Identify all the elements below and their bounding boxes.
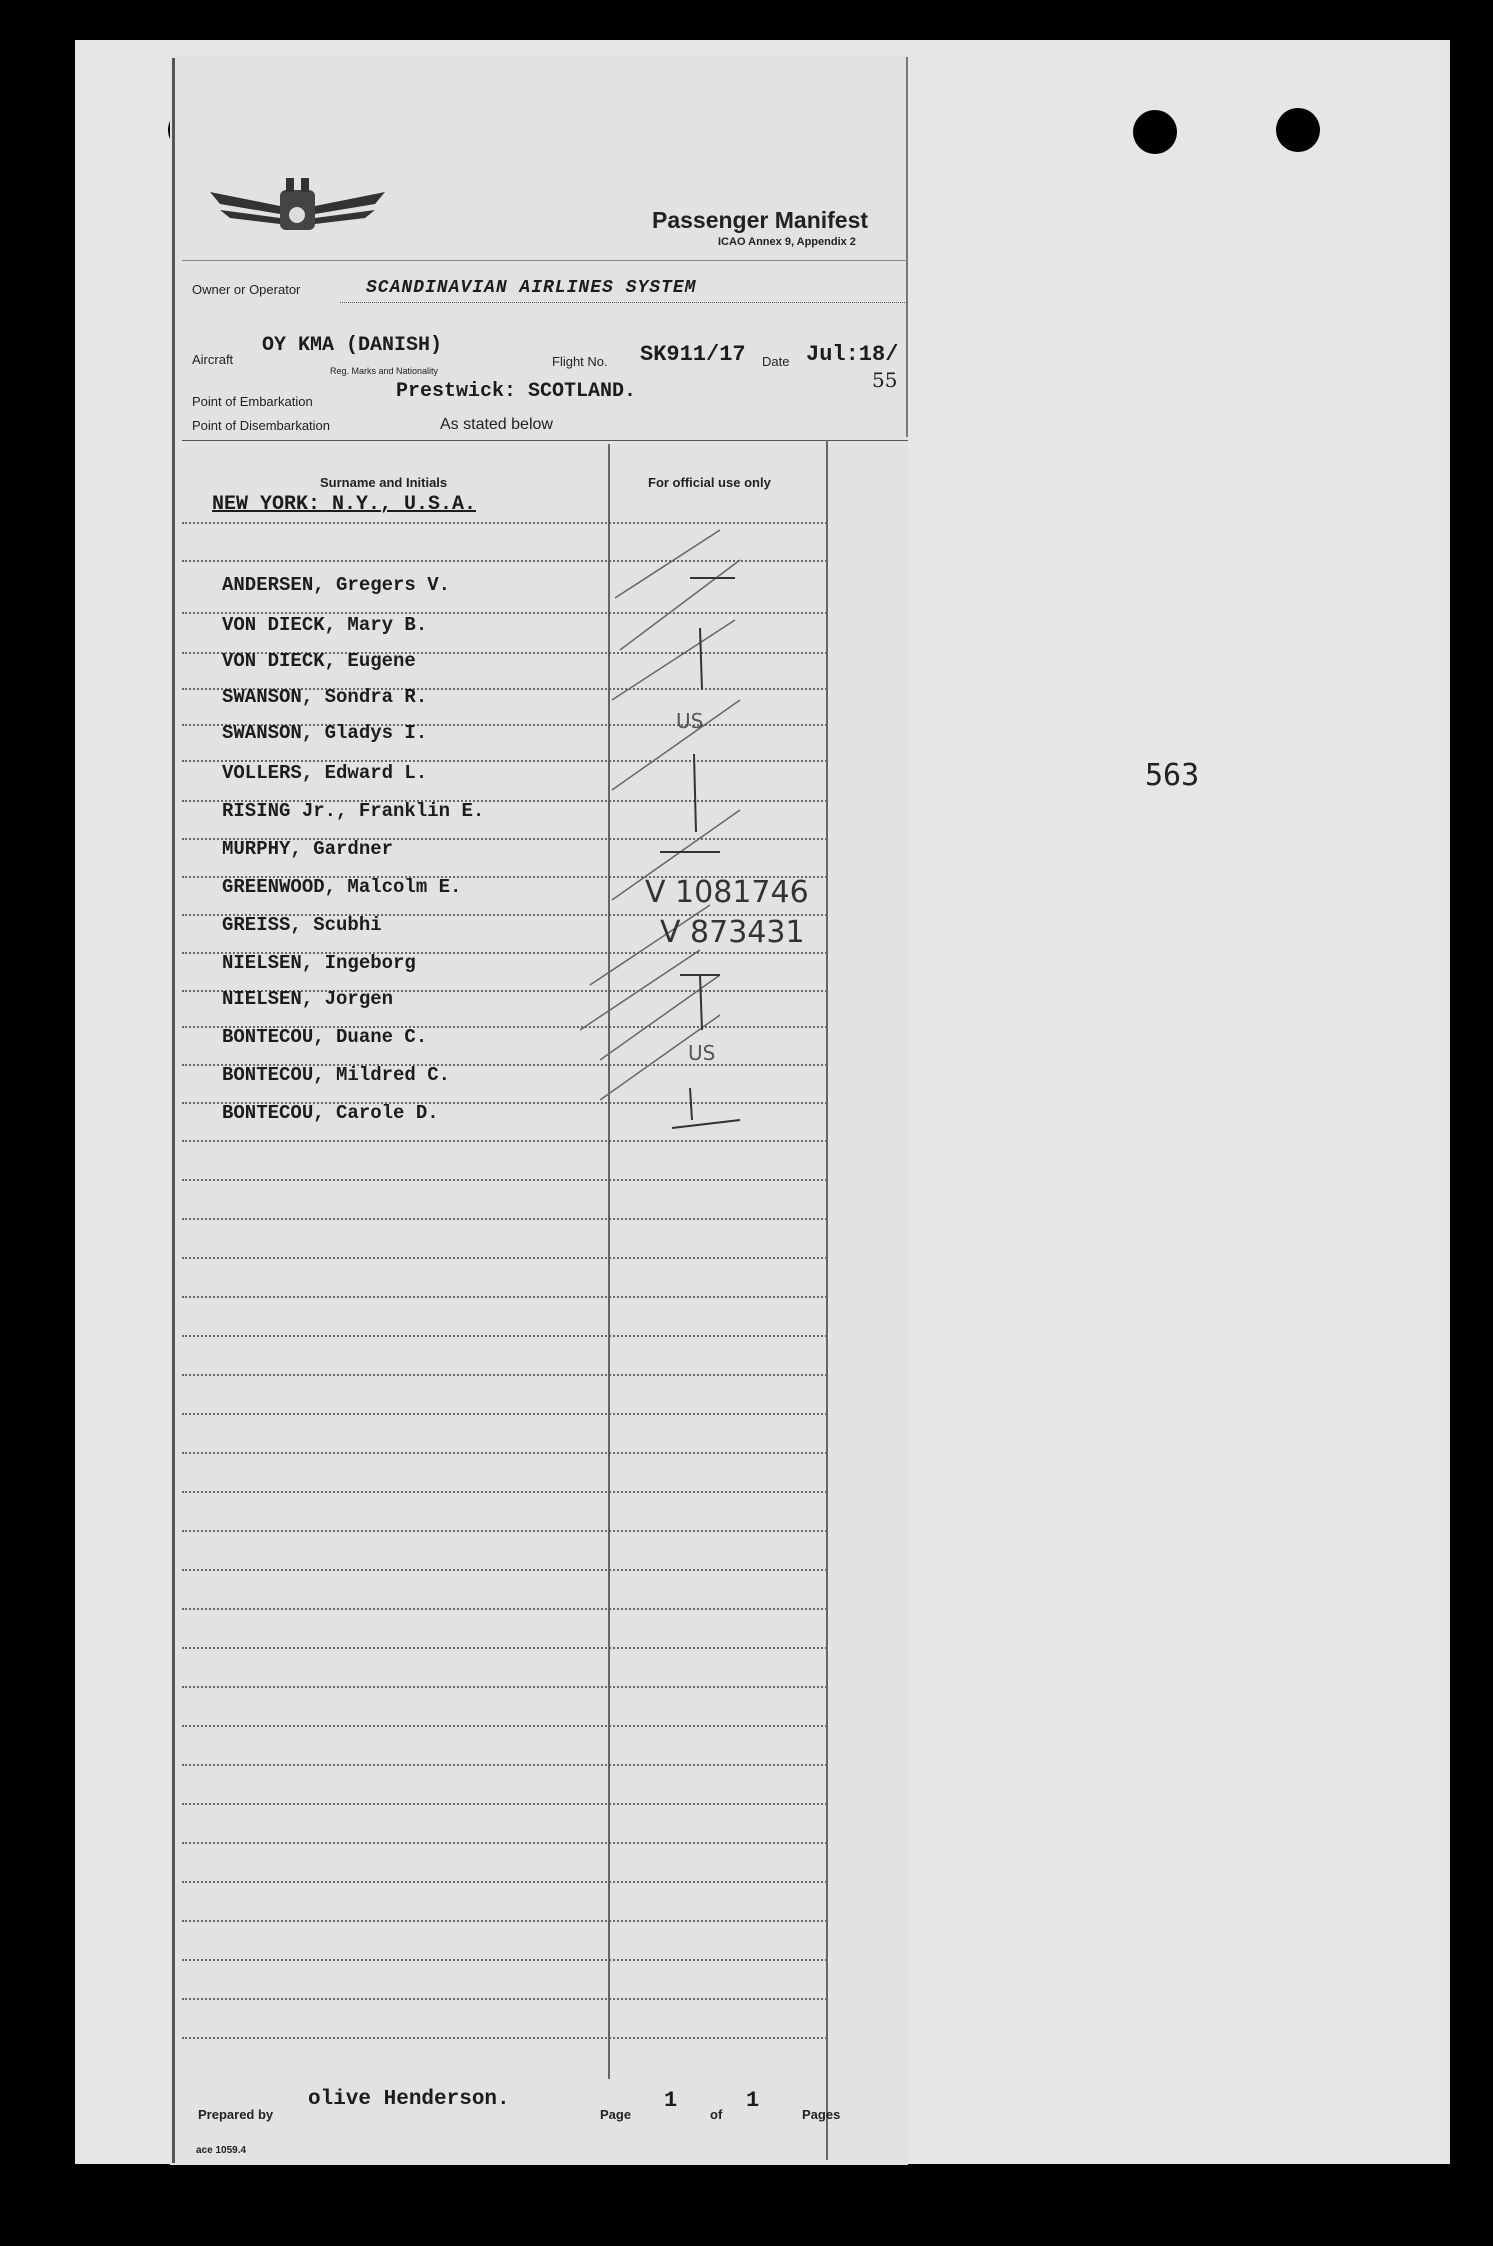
passenger-name: GREENWOOD, Malcolm E. (222, 876, 462, 898)
owner-label: Owner or Operator (192, 282, 301, 297)
page-label: Page (600, 2107, 632, 2122)
form-code: ace 1059.4 (196, 2145, 247, 2156)
passenger-name: GREISS, Scubhi (222, 914, 382, 936)
column-header-name: Surname and Initials (320, 475, 448, 490)
passenger-name: VON DIECK, Mary B. (222, 614, 428, 636)
disembarkation-label: Point of Disembarkation (192, 418, 331, 433)
of-label: of (710, 2107, 723, 2122)
prepared-by-label: Prepared by (198, 2107, 274, 2122)
passenger-name: VOLLERS, Edward L. (222, 762, 428, 784)
page-subtitle: ICAO Annex 9, Appendix 2 (718, 236, 856, 248)
date-value: Jul:18/ (806, 342, 899, 367)
passenger-name: SWANSON, Gladys I. (222, 722, 428, 744)
archive-stamp-number: 563 (1145, 758, 1200, 793)
flight-label: Flight No. (552, 354, 608, 369)
aircraft-value: OY KMA (DANISH) (262, 334, 443, 357)
passenger-name: BONTECOU, Duane C. (222, 1026, 428, 1048)
passenger-name: VON DIECK, Eugene (222, 650, 416, 672)
reg-marks-label: Reg. Marks and Nationality (330, 366, 439, 376)
aircraft-label: Aircraft (192, 352, 234, 367)
page-number-value: 1 (664, 2088, 678, 2113)
handwritten-note: US (676, 709, 704, 733)
flight-number-value: SK911/17 (640, 342, 746, 367)
passenger-name: ANDERSEN, Gregers V. (222, 574, 451, 596)
pages-label: Pages (802, 2107, 841, 2122)
passenger-name: BONTECOU, Mildred C. (222, 1064, 451, 1086)
handwritten-note: V 1081746 (645, 875, 809, 910)
date-year-value: 55 (872, 368, 898, 392)
page-title: Passenger Manifest (652, 207, 869, 233)
passenger-name: BONTECOU, Carole D. (222, 1102, 439, 1124)
prepared-by-value: olive Henderson. (308, 2088, 510, 2111)
passenger-name: NIELSEN, Jorgen (222, 988, 394, 1010)
date-label: Date (762, 354, 790, 369)
passenger-name: RISING Jr., Franklin E. (222, 800, 485, 822)
passenger-name: NIELSEN, Ingeborg (222, 952, 416, 974)
handwritten-note: V 873431 (660, 915, 805, 950)
owner-value: SCANDINAVIAN AIRLINES SYSTEM (366, 278, 697, 298)
total-pages-value: 1 (746, 2088, 760, 2113)
passenger-name: SWANSON, Sondra R. (222, 686, 428, 708)
destination-heading: NEW YORK: N.Y., U.S.A. (212, 493, 477, 516)
disembarkation-value: As stated below (440, 416, 553, 433)
embarkation-value: Prestwick: SCOTLAND. (396, 380, 637, 403)
passenger-name: MURPHY, Gardner (222, 838, 394, 860)
handwritten-note: US (688, 1041, 716, 1065)
column-header-official: For official use only (648, 475, 771, 490)
embarkation-label: Point of Embarkation (192, 394, 313, 409)
